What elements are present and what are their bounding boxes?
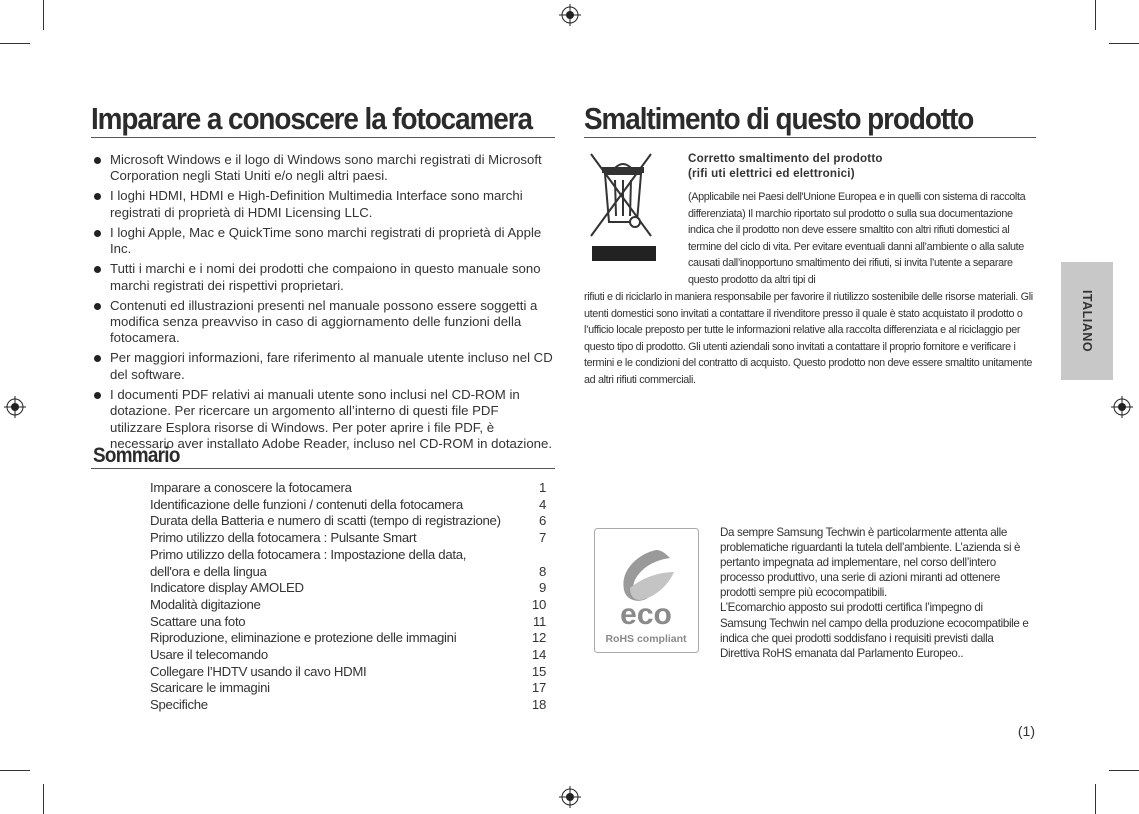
table-of-contents	[150, 480, 546, 714]
toc-entry[interactable]	[150, 564, 546, 581]
registration-mark-icon	[1111, 396, 1133, 418]
toc-entry[interactable]	[150, 530, 546, 547]
eco-rohs-logo-icon	[594, 528, 699, 653]
toc-entry[interactable]	[150, 697, 546, 714]
crop-mark	[43, 784, 44, 814]
toc-entry-label: Collegare l’HDTV usando il cavo HDMI	[150, 663, 367, 679]
toc-entry[interactable]	[150, 614, 546, 631]
toc-entry[interactable]	[150, 480, 546, 497]
crop-mark	[1109, 43, 1139, 44]
eco-logo-word: eco	[620, 598, 672, 631]
eco-paragraph: Da sempre Samsung Techwin è particolarmente attenta alle problematiche riguardanti la tutela dell’ambiente. L’azienda si è pertanto impegnata ad implementare, nel corso dell’intero processo produttivo, una serie di azioni miranti ad ottenere prodotti sempre più ecocompatibili.	[720, 526, 1021, 600]
bullet-item: I documenti PDF relativi ai manuali utente sono inclusi nel CD-ROM in dotazione. Per ricercare un argomento all’interno di questi file PDF utilizzare Esplora risorse di Windows. Per poter aprire i file PDF, è necessario aver installato Adobe Reader, incluso nel CD-ROM in dotazione.	[92, 387, 554, 453]
toc-entry-page: 9	[538, 580, 546, 596]
crop-mark	[0, 43, 30, 44]
eco-paragraph: L’Ecomarchio apposto sui prodotti certifica l’impegno di Samsung Techwin nel campo della produzione ecocompatibile e indica che quei prodotti soddisfano i requisiti previsti dalla Direttiva RoHS emanata dal Parlamento Europeo..	[720, 601, 1029, 660]
toc-rule	[91, 468, 555, 469]
page-number: (1)	[1017, 723, 1035, 739]
toc-entry[interactable]	[150, 513, 546, 530]
toc-entry-page: 12	[531, 630, 546, 646]
toc-entry[interactable]	[150, 664, 546, 681]
toc-entry-page: 6	[538, 513, 546, 529]
eco-logo-subtitle: RoHS compliant	[605, 633, 687, 645]
disposal-heading-line: (rifi uti elettrici ed elettronici)	[688, 167, 855, 180]
toc-entry-label: Imparare a conoscere la fotocamera	[150, 480, 352, 495]
toc-entry[interactable]	[150, 630, 546, 647]
toc-entry-label: Indicatore display AMOLED	[150, 580, 304, 596]
toc-entry-page: 15	[531, 663, 546, 679]
toc-entry-label: dell'ora e della lingua	[150, 563, 267, 579]
crop-mark	[0, 770, 30, 771]
page-title-left: Imparare a conoscere la fotocamera	[91, 101, 532, 136]
disposal-text-bottom: rifiuti e di riciclarlo in maniera responsabile per favorire il riutilizzo sostenibile delle risorse materiali. Gli utenti domestici sono invitati a contattare il rivenditore presso il quale è stato acquistato il prodotto o l’ufficio locale preposto per tutte le informazioni relative alla raccolta differenziata e al riciclaggio per questo tipo di prodotto. Gli utenti aziendali sono invitati a contattare il proprio fornitore e verificare i termini e le condizioni del contratto di acquisto. Questo prodotto non deve essere smaltito unitamente ad altri rifiuti commerciali.	[584, 291, 1033, 386]
toc-entry[interactable]	[150, 597, 546, 614]
toc-title: Sommario	[93, 444, 180, 467]
bullet-item: Microsoft Windows e il logo di Windows sono marchi registrati di Microsoft Corporation negli Stati Uniti e/o negli altri paesi.	[92, 152, 554, 185]
toc-entry-page: 17	[531, 680, 546, 696]
toc-entry-label: Primo utilizzo della fotocamera : Pulsante Smart	[150, 530, 417, 546]
title-rule-right	[584, 137, 1036, 138]
crop-mark	[1095, 784, 1096, 814]
toc-entry-page: 8	[538, 563, 546, 579]
toc-entry-page: 4	[538, 496, 546, 512]
language-side-tab-label: ITALIANO	[1080, 289, 1094, 353]
toc-entry-page: 18	[531, 697, 546, 713]
toc-entry-label: Riproduzione, eliminazione e protezione delle immagini	[150, 630, 457, 646]
toc-entry-label: Primo utilizzo della fotocamera : Impostazione della data,	[150, 546, 467, 562]
toc-entry-label: Scattare una foto	[150, 613, 246, 629]
toc-entry-label: Usare il telecomando	[150, 647, 268, 663]
disposal-heading	[688, 151, 883, 181]
trademark-bullet-list	[92, 152, 554, 456]
toc-entry[interactable]	[150, 647, 546, 664]
toc-entry-label: Identificazione delle funzioni / contenuti della fotocamera	[150, 496, 463, 512]
eco-description	[720, 525, 1032, 661]
registration-mark-icon	[559, 4, 581, 26]
weee-crossed-bin-icon	[585, 150, 661, 265]
crop-mark	[1095, 0, 1096, 30]
bullet-item: Tutti i marchi e i nomi dei prodotti che compaiono in questo manuale sono marchi registrati dei rispettivi proprietari.	[92, 261, 554, 294]
toc-entry-page: 1	[538, 480, 546, 495]
toc-entry-label: Durata della Batteria e numero di scatti (tempo di registrazione)	[150, 513, 501, 529]
bullet-item: I loghi HDMI, HDMI e High-Definition Multimedia Interface sono marchi registrati di proprietà di HDMI Licensing LLC.	[92, 188, 554, 221]
registration-mark-icon	[4, 396, 26, 418]
title-rule-left	[91, 137, 555, 138]
toc-entry-page: 7	[538, 530, 546, 546]
registration-mark-icon	[559, 786, 581, 808]
page-title-right: Smaltimento di questo prodotto	[584, 101, 974, 136]
toc-entry[interactable]	[150, 580, 546, 597]
toc-entry-page: 14	[531, 647, 546, 663]
toc-entry-page	[522, 547, 546, 564]
bullet-item: Per maggiori informazioni, fare riferimento al manuale utente incluso nel CD del software.	[92, 350, 554, 383]
toc-entry[interactable]	[150, 680, 546, 697]
disposal-heading-line: Corretto smaltimento del prodotto	[688, 152, 883, 165]
crop-mark	[43, 0, 44, 30]
bullet-item: Contenuti ed illustrazioni presenti nel manuale possono essere soggetti a modifica senza preavviso in caso di aggiornamento delle funzioni della fotocamera.	[92, 298, 554, 347]
disposal-text-top: (Applicabile nei Paesi dell'Unione Europea e in quelli con sistema di raccolta differenziata) Il marchio riportato sul prodotto o sulla sua documentazione indica che il prodotto non deve essere smaltito con altri rifiuti domestici al termine del ciclo di vita. Per evitare eventuali danni all’ambiente o alla salute causati dall’inopportuno smaltimento dei rifiuti, si invita l’utente a separare questo prodotto da altri tipi di	[688, 191, 1026, 286]
toc-entry[interactable]	[150, 547, 546, 564]
toc-entry-page: 11	[532, 613, 546, 629]
toc-entry-label: Modalità digitazione	[150, 596, 261, 612]
bullet-item: I loghi Apple, Mac e QuickTime sono marchi registrati di proprietà di Apple Inc.	[92, 225, 554, 258]
toc-entry-label: Scaricare le immagini	[150, 680, 270, 696]
toc-entry-label: Specifiche	[150, 697, 208, 713]
toc-entry-page: 10	[531, 596, 546, 612]
crop-mark	[1109, 770, 1139, 771]
toc-entry[interactable]	[150, 497, 546, 514]
